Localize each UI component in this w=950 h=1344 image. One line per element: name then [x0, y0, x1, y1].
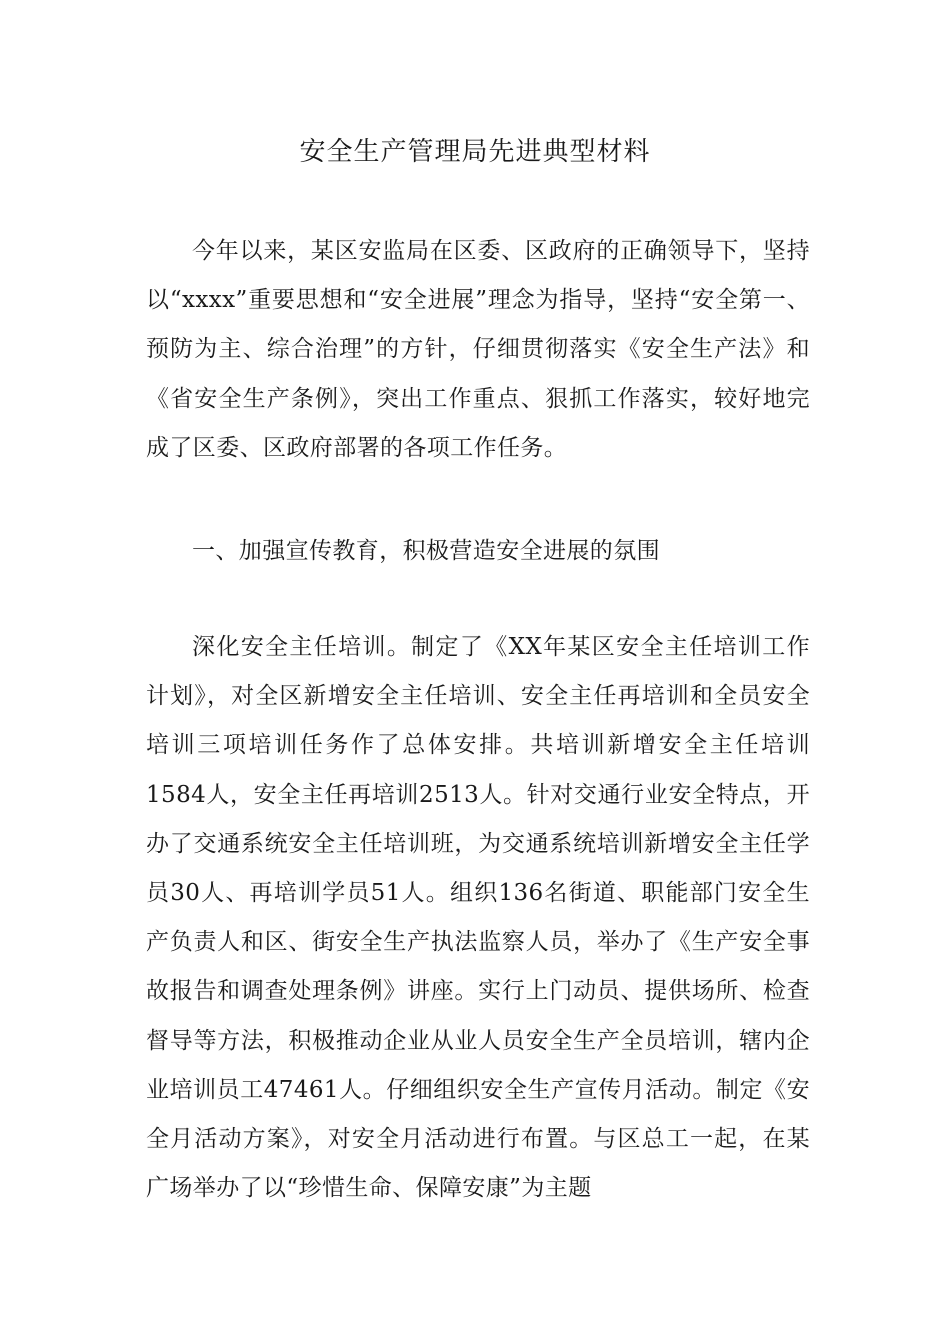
- section-heading: 一、加强宣传教育，积极营造安全进展的氛围: [192, 538, 660, 564]
- section-paragraph: 深化安全主任培训。制定了《XX年某区安全主任培训工作计划》，对全区新增安全主任培训、安全主任再培训和全员安全培训三项培训任务作了总体安排。共培训新增安全主任培训1584人，安全主任再培训2513人。针对交通行业安全特点，开办了交通系统安全主任培训班，为交通系统培训新增安全主任学员30人、再培训学员51人。组织136名街道、职能部门安全生产负责人和区、街安全生产执法监察人员，举办了《生产安全事故报告和调查处理条例》讲座。实行上门动员、提供场所、检查督导等方法，积极推动企业从业人员安全生产全员培训，辖内企业培训员工47461人。仔细组织安全生产宣传月活动。制定《安全月活动方案》，对安全月活动进行布置。与区总工一起，在某广场举办了以“珍惜生命、保障安康”为主题: [146, 634, 810, 1202]
- intro-paragraph: 今年以来，某区安监局在区委、区政府的正确领导下，坚持以“xxxx”重要思想和“安全进展”理念为指导，坚持“安全第一、预防为主、综合治理”的方针，仔细贯彻落实《安全生产法》和《省安全生产条例》，突出工作重点、狠抓工作落实，较好地完成了区委、区政府部署的各项工作任务。: [146, 238, 810, 461]
- document-title: 安全生产管理局先进典型材料: [299, 137, 651, 167]
